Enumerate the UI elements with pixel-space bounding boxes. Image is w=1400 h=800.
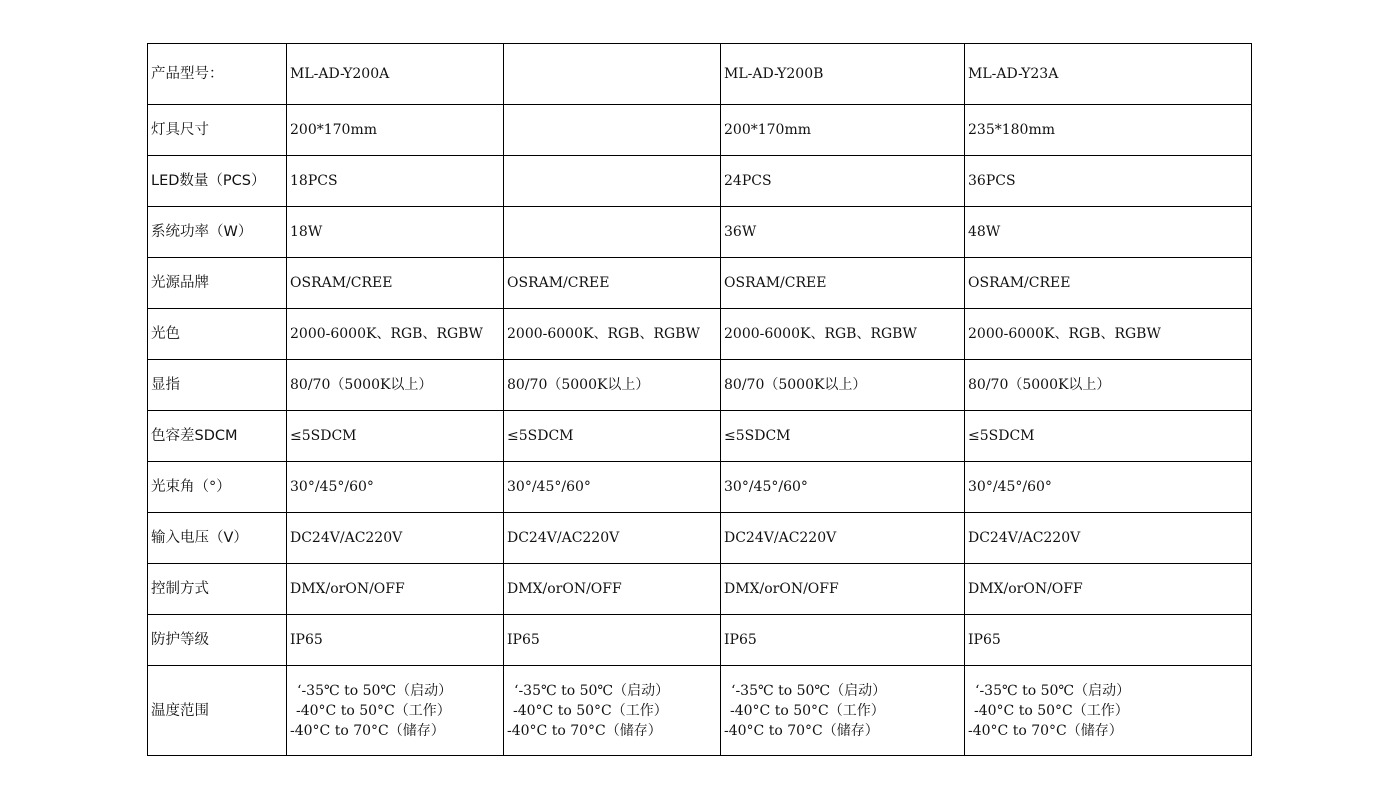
temperature-line: -40°C to 70°C（储存） [724, 722, 879, 739]
table-cell: 80/70（5000K以上） [721, 360, 965, 411]
row-label: 温度范围 [148, 666, 287, 756]
table-cell: 30°/45°/60° [287, 462, 504, 513]
table-row [148, 513, 1252, 564]
table-cell: ≤5SDCM [721, 411, 965, 462]
table-cell: IP65 [504, 615, 721, 666]
table-cell: 24PCS [721, 156, 965, 207]
table-cell [504, 207, 721, 258]
table-cell: OSRAM/CREE [287, 258, 504, 309]
table-row [148, 564, 1252, 615]
temperature-line: -40°C to 70°C（储存） [507, 722, 662, 739]
row-label: LED数量（PCS） [148, 156, 287, 207]
temperature-cell [965, 666, 1252, 756]
table-cell: IP65 [287, 615, 504, 666]
temperature-cell [504, 666, 721, 756]
temperature-line: ‘-35℃ to 50℃（启动） [975, 682, 1131, 699]
table-cell: OSRAM/CREE [721, 258, 965, 309]
table-cell: 2000-6000K、RGB、RGBW [504, 309, 721, 360]
temperature-line: -40°C to 50°C（工作） [513, 702, 668, 719]
temperature-line: ‘-35℃ to 50℃（启动） [731, 682, 887, 699]
table-cell: 30°/45°/60° [965, 462, 1252, 513]
table-cell: OSRAM/CREE [504, 258, 721, 309]
temperature-line: -40°C to 50°C（工作） [296, 702, 451, 719]
temperature-cell [721, 666, 965, 756]
table-cell [504, 44, 721, 105]
row-label: 产品型号： [148, 44, 287, 105]
row-label: 光源品牌 [148, 258, 287, 309]
temperature-line: -40°C to 70°C（储存） [968, 722, 1123, 739]
temperature-line: ‘-35℃ to 50℃（启动） [514, 682, 670, 699]
table-cell [504, 156, 721, 207]
table-cell: 36PCS [965, 156, 1252, 207]
table-cell: DMX/orON/OFF [721, 564, 965, 615]
table-cell: 18PCS [287, 156, 504, 207]
table-row [148, 207, 1252, 258]
table-cell: OSRAM/CREE [965, 258, 1252, 309]
table-row [148, 258, 1252, 309]
table-cell: 2000-6000K、RGB、RGBW [287, 309, 504, 360]
table-cell: DMX/orON/OFF [287, 564, 504, 615]
table-cell: 2000-6000K、RGB、RGBW [721, 309, 965, 360]
table-row [148, 309, 1252, 360]
row-label: 系统功率（W） [148, 207, 287, 258]
table-row [148, 156, 1252, 207]
table-cell: ≤5SDCM [287, 411, 504, 462]
table-cell [504, 105, 721, 156]
table-cell: 80/70（5000K以上） [504, 360, 721, 411]
table-cell: 30°/45°/60° [721, 462, 965, 513]
table-cell: DC24V/AC220V [287, 513, 504, 564]
temperature-cell [287, 666, 504, 756]
table-cell: ML-AD-Y200A [287, 44, 504, 105]
row-label: 输入电压（V） [148, 513, 287, 564]
table-row [148, 462, 1252, 513]
row-label: 光色 [148, 309, 287, 360]
row-label: 防护等级 [148, 615, 287, 666]
table-cell: 200*170mm [721, 105, 965, 156]
table-cell: ML-AD-Y23A [965, 44, 1252, 105]
table-row [148, 615, 1252, 666]
row-label: 色容差SDCM [148, 411, 287, 462]
spec-table-body [148, 44, 1252, 756]
table-cell: 80/70（5000K以上） [965, 360, 1252, 411]
row-label: 灯具尺寸 [148, 105, 287, 156]
spec-table [147, 43, 1252, 756]
table-cell: 36W [721, 207, 965, 258]
row-label: 光束角（°） [148, 462, 287, 513]
temperature-line: ‘-35℃ to 50℃（启动） [297, 682, 453, 699]
table-row [148, 411, 1252, 462]
table-cell: ≤5SDCM [504, 411, 721, 462]
row-label: 显指 [148, 360, 287, 411]
table-cell: 18W [287, 207, 504, 258]
table-row [148, 105, 1252, 156]
table-cell: ≤5SDCM [965, 411, 1252, 462]
table-cell: DMX/orON/OFF [965, 564, 1252, 615]
table-cell: DC24V/AC220V [504, 513, 721, 564]
table-row [148, 44, 1252, 105]
table-cell: DC24V/AC220V [965, 513, 1252, 564]
table-cell: 200*170mm [287, 105, 504, 156]
table-cell: 2000-6000K、RGB、RGBW [965, 309, 1252, 360]
table-cell: 48W [965, 207, 1252, 258]
table-row [148, 360, 1252, 411]
temperature-line: -40°C to 70°C（储存） [290, 722, 445, 739]
temperature-line: -40°C to 50°C（工作） [974, 702, 1129, 719]
table-row-temperature [148, 666, 1252, 756]
table-cell: 80/70（5000K以上） [287, 360, 504, 411]
table-cell: IP65 [721, 615, 965, 666]
table-cell: 235*180mm [965, 105, 1252, 156]
table-cell: IP65 [965, 615, 1252, 666]
table-cell: ML-AD-Y200B [721, 44, 965, 105]
table-cell: DC24V/AC220V [721, 513, 965, 564]
table-cell: DMX/orON/OFF [504, 564, 721, 615]
temperature-line: -40°C to 50°C（工作） [730, 702, 885, 719]
table-cell: 30°/45°/60° [504, 462, 721, 513]
row-label: 控制方式 [148, 564, 287, 615]
